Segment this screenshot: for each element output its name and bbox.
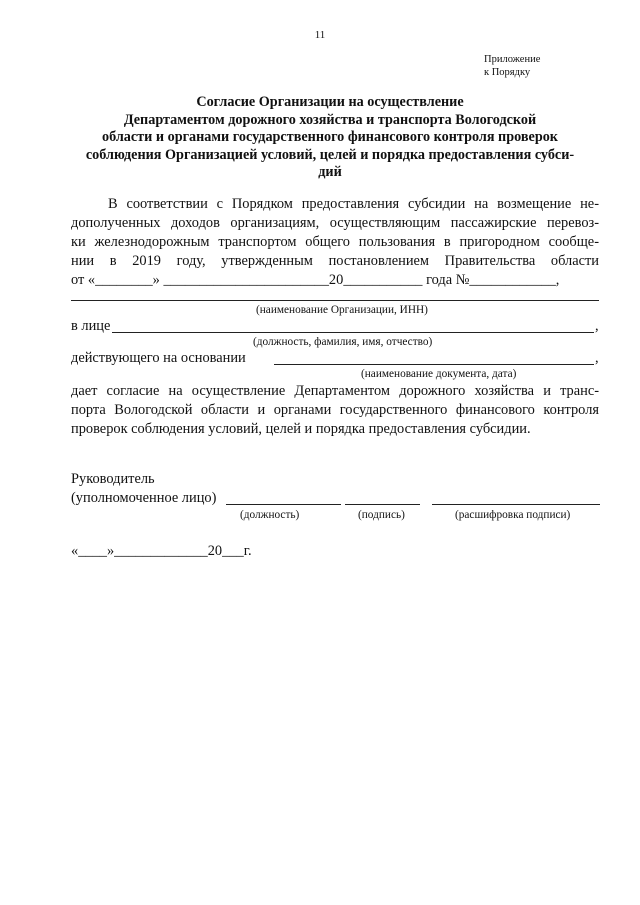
title-line-4: соблюдения Организацией условий, целей и порядка предоставления субси- (85, 146, 575, 163)
consent-line-1: дает согласие на осуществление Департаментом дорожного хозяйства и транс- (71, 383, 599, 399)
intro-line-2: дополученных доходов организациям, осуществляющим пассажирские перевоз- (71, 215, 599, 231)
organization-caption: (наименование Организации, ИНН) (256, 304, 428, 316)
person-comma: , (595, 318, 599, 334)
decode-signature-line[interactable] (432, 504, 600, 505)
person-caption: (должность, фамилия, имя, отчество) (253, 336, 433, 348)
sign-signature-line[interactable] (345, 504, 420, 505)
title-line-2: Департаментом дорожного хозяйства и транспорта Вологодской (123, 111, 537, 128)
date-line[interactable]: «____»_____________20___г. (71, 543, 252, 559)
position-signature-line[interactable] (226, 504, 341, 505)
document-caption: (наименование документа, дата) (361, 368, 517, 380)
title-line-1: Согласие Организации на осуществление (196, 94, 464, 110)
intro-line-4: нии в 2019 году, утвержденным постановлением Правительства области (71, 253, 599, 269)
signature-head-label: Руководитель (71, 471, 155, 487)
acting-basis-label: действующего на основании (71, 350, 246, 366)
document-field-line[interactable] (274, 364, 594, 365)
appendix-note (484, 53, 540, 79)
intro-paragraph (71, 195, 599, 290)
consent-line-3: проверок соблюдения условий, целей и порядка предоставления субсидии. (71, 421, 531, 437)
position-caption: (должность) (240, 509, 300, 521)
appendix-line-1: Приложение (484, 54, 541, 65)
consent-paragraph (71, 382, 599, 439)
page-number: 11 (314, 29, 326, 41)
in-person-label: в лице (71, 318, 111, 334)
authorized-person-label: (уполномоченное лицо) (71, 490, 217, 506)
title-line-3: области и органами государственного финансового контроля проверок (102, 129, 558, 145)
appendix-line-2: к Порядку (484, 67, 531, 78)
decode-caption: (расшифровка подписи) (455, 509, 571, 521)
document-comma: , (595, 350, 599, 366)
organization-field-line[interactable] (71, 300, 599, 301)
intro-line-5: от «________» _______________________20___________ года №____________, (71, 272, 560, 288)
intro-line-3: ки железнодорожным транспортом общего пользования в пригородном сообще- (71, 234, 599, 250)
consent-line-2: порта Вологодской области и органами государственного финансового контроля (71, 402, 599, 418)
intro-line-1: В соответствии с Порядком предоставления субсидии на возмещение не- (108, 196, 599, 212)
person-field-line[interactable] (112, 332, 594, 333)
sign-caption: (подпись) (358, 509, 405, 521)
title-line-5: дий (318, 164, 342, 180)
document-title (60, 94, 600, 182)
